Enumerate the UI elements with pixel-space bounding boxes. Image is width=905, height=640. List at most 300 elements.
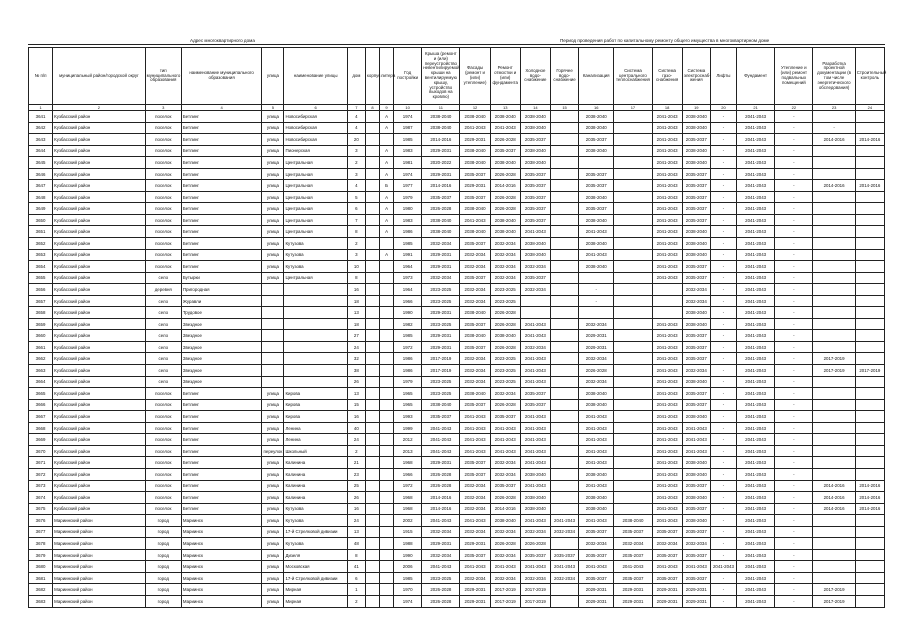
table-cell: 2029-2031: [422, 261, 460, 273]
table-cell: деревня: [145, 284, 181, 296]
table-cell: поселок: [145, 503, 181, 515]
table-cell: 2041-2043: [490, 422, 520, 434]
table-cell: село: [145, 318, 181, 330]
table-cell: Бетлинг: [181, 503, 261, 515]
table-cell: улица: [262, 399, 284, 411]
table-cell: 2035-2037: [422, 411, 460, 423]
table-cell: 2035-2037: [682, 134, 710, 146]
table-cell: Звездное: [181, 330, 261, 342]
table-cell: 2041-2043: [652, 318, 682, 330]
table-cell: поселок: [145, 111, 181, 123]
table-row: [29, 503, 885, 515]
table-cell: Кузбасский район: [53, 307, 146, 319]
table-cell: 2038-2040: [682, 157, 710, 169]
table-cell: -: [710, 399, 736, 411]
table-cell: Калинина: [284, 492, 347, 504]
table-cell: -: [775, 111, 813, 123]
table-cell: 3661: [29, 341, 53, 353]
column-number: 20: [710, 105, 736, 111]
table-cell: Бетлинг: [181, 191, 261, 203]
table-cell: 8: [347, 226, 365, 238]
table-cell: [855, 203, 884, 215]
table-cell: [614, 353, 652, 365]
table-cell: -: [710, 272, 736, 284]
table-cell: Кутузова: [284, 515, 347, 527]
table-cell: 2029-2031: [460, 538, 490, 550]
table-cell: Бетлинг: [181, 422, 261, 434]
column-header: № п/п: [29, 48, 53, 105]
table-cell: поселок: [145, 238, 181, 250]
table-cell: 2041-2043: [652, 399, 682, 411]
table-cell: -: [710, 411, 736, 423]
table-cell: Журавли: [181, 295, 261, 307]
table-cell: 1: [347, 584, 365, 596]
table-cell: 2035-2037: [520, 203, 550, 215]
table-cell: -: [775, 434, 813, 446]
table-cell: Кузбасский район: [53, 503, 146, 515]
table-cell: [614, 307, 652, 319]
table-cell: [380, 515, 394, 527]
table-cell: [365, 203, 379, 215]
table-cell: 2035-2037: [579, 168, 614, 180]
table-cell: 25: [347, 480, 365, 492]
table-cell: поселок: [145, 180, 181, 192]
table-cell: [855, 111, 884, 123]
table-cell: 2032-2034: [550, 572, 578, 584]
table-cell: Бетлинг: [181, 111, 261, 123]
table-cell: 2017-2019: [490, 584, 520, 596]
table-cell: 2038-2040: [682, 111, 710, 123]
table-cell: Кузбасский район: [53, 249, 146, 261]
table-cell: [855, 538, 884, 550]
table-cell: улица: [262, 180, 284, 192]
table-cell: [550, 157, 578, 169]
table-cell: [855, 191, 884, 203]
table-cell: 2035-2037: [460, 457, 490, 469]
table-cell: 2038-2040: [460, 330, 490, 342]
table-cell: 2041-2043: [737, 157, 775, 169]
table-cell: 2014-2016: [855, 503, 884, 515]
table-cell: -: [710, 214, 736, 226]
table-cell: 3664: [29, 376, 53, 388]
table-cell: 41: [347, 561, 365, 573]
table-cell: Бетлинг: [181, 203, 261, 215]
table-cell: 2014-2016: [490, 180, 520, 192]
table-cell: Кутузова: [284, 249, 347, 261]
table-cell: -: [710, 376, 736, 388]
table-cell: 2038-2040: [579, 399, 614, 411]
table-cell: [365, 284, 379, 296]
table-cell: 2026-2028: [490, 307, 520, 319]
table-cell: 2041-2043: [737, 538, 775, 550]
table-cell: 2029-2031: [422, 457, 460, 469]
table-cell: 2035-2037: [422, 191, 460, 203]
table-cell: улица: [262, 168, 284, 180]
top-rule: [28, 44, 885, 45]
table-cell: [813, 214, 855, 226]
column-number: 4: [181, 105, 261, 111]
table-cell: 2029-2031: [460, 180, 490, 192]
table-cell: село: [145, 365, 181, 377]
table-cell: Мариинск: [181, 572, 261, 584]
table-cell: улица: [262, 457, 284, 469]
table-cell: 2041-2043: [652, 503, 682, 515]
table-cell: [550, 134, 578, 146]
table-cell: 3682: [29, 584, 53, 596]
table-cell: село: [145, 341, 181, 353]
table-cell: [380, 457, 394, 469]
table-cell: 1979: [394, 376, 422, 388]
table-cell: 2029-2031: [614, 584, 652, 596]
table-cell: [614, 388, 652, 400]
table-cell: 2035-2037: [550, 549, 578, 561]
table-cell: [855, 318, 884, 330]
table-cell: 2041-2043: [737, 330, 775, 342]
table-cell: улица: [262, 238, 284, 250]
table-cell: Центральная: [284, 157, 347, 169]
table-cell: [380, 538, 394, 550]
table-cell: город: [145, 561, 181, 573]
table-cell: 18: [347, 295, 365, 307]
table-cell: [284, 295, 347, 307]
table-cell: [652, 295, 682, 307]
table-cell: [550, 249, 578, 261]
table-row: [29, 238, 885, 250]
table-cell: 2032-2034: [520, 341, 550, 353]
table-cell: 2038-2040: [579, 214, 614, 226]
table-cell: [614, 238, 652, 250]
table-cell: Мариинский район: [53, 572, 146, 584]
table-cell: [380, 330, 394, 342]
table-cell: [813, 191, 855, 203]
table-cell: 2014-2016: [813, 503, 855, 515]
table-cell: 1990: [394, 549, 422, 561]
table-cell: [855, 376, 884, 388]
table-cell: [550, 388, 578, 400]
table-cell: 2041-2043: [737, 399, 775, 411]
table-cell: 2035-2037: [490, 411, 520, 423]
table-cell: 2041-2043: [737, 295, 775, 307]
table-cell: 2041-2043: [682, 561, 710, 573]
table-cell: Кузбасский район: [53, 492, 146, 504]
table-row: [29, 526, 885, 538]
table-cell: [550, 365, 578, 377]
table-cell: -: [775, 365, 813, 377]
table-cell: Кузбасский район: [53, 468, 146, 480]
table-cell: 2023-2025: [422, 295, 460, 307]
table-cell: 2041-2043: [737, 249, 775, 261]
table-cell: -: [710, 157, 736, 169]
table-cell: [365, 307, 379, 319]
table-cell: 2038-2040: [682, 249, 710, 261]
table-cell: [365, 457, 379, 469]
table-cell: 2041-2043: [737, 572, 775, 584]
table-cell: Кузбасский район: [53, 445, 146, 457]
table-cell: [550, 376, 578, 388]
table-cell: 3649: [29, 203, 53, 215]
table-cell: 2032-2034: [422, 238, 460, 250]
table-cell: Кузбасский район: [53, 295, 146, 307]
table-cell: 2041-2043: [520, 422, 550, 434]
table-cell: улица: [262, 203, 284, 215]
table-cell: 2: [347, 445, 365, 457]
table-cell: 2026-2028: [490, 191, 520, 203]
table-cell: улица: [262, 538, 284, 550]
table-cell: [365, 572, 379, 584]
table-cell: 2032-2034: [460, 295, 490, 307]
table-cell: 3668: [29, 422, 53, 434]
table-cell: [813, 561, 855, 573]
table-cell: -: [775, 515, 813, 527]
table-cell: улица: [262, 272, 284, 284]
table-cell: 2032-2034: [460, 572, 490, 584]
table-cell: [365, 526, 379, 538]
table-cell: 2041-2043: [579, 561, 614, 573]
table-cell: 3646: [29, 168, 53, 180]
table-cell: [614, 191, 652, 203]
table-cell: [365, 341, 379, 353]
table-cell: А: [380, 249, 394, 261]
table-cell: [550, 411, 578, 423]
table-cell: -: [710, 584, 736, 596]
table-cell: 1985: [394, 134, 422, 146]
table-cell: [813, 318, 855, 330]
column-header: Фасады (ремонт и (или) утепление): [460, 48, 490, 105]
table-cell: Пригородная: [181, 284, 261, 296]
table-cell: 2038-2040: [520, 468, 550, 480]
table-cell: Бетлинг: [181, 434, 261, 446]
column-header: Ремонт отмостки и (или) фундамента: [490, 48, 520, 105]
table-cell: -: [775, 584, 813, 596]
table-cell: -: [775, 191, 813, 203]
table-cell: [855, 307, 884, 319]
table-cell: -: [775, 249, 813, 261]
table-cell: 2041-2043: [737, 561, 775, 573]
table-cell: 2041-2043: [737, 388, 775, 400]
table-cell: 2041-2043: [737, 191, 775, 203]
column-header: тип муниципального образования: [145, 48, 181, 105]
table-cell: Звездное: [181, 318, 261, 330]
table-cell: 2032-2034: [460, 249, 490, 261]
table-cell: поселок: [145, 445, 181, 457]
table-cell: 3647: [29, 180, 53, 192]
table-cell: [813, 295, 855, 307]
table-cell: Центральная: [284, 214, 347, 226]
table-cell: А: [380, 111, 394, 123]
table-cell: -: [710, 191, 736, 203]
table-cell: [813, 434, 855, 446]
table-cell: 1915: [394, 526, 422, 538]
table-cell: -: [710, 261, 736, 273]
table-cell: 26: [347, 492, 365, 504]
table-cell: [813, 411, 855, 423]
table-cell: 2029-2031: [682, 595, 710, 607]
table-cell: 1968: [394, 457, 422, 469]
table-cell: [855, 226, 884, 238]
table-cell: 2035-2037: [460, 168, 490, 180]
table-cell: 2017-2019: [813, 365, 855, 377]
table-cell: 2041-2043: [737, 492, 775, 504]
table-cell: 3665: [29, 388, 53, 400]
table-cell: 1974: [394, 168, 422, 180]
table-cell: [855, 388, 884, 400]
table-cell: [365, 226, 379, 238]
table-cell: 2041-2043: [614, 561, 652, 573]
table-cell: [550, 122, 578, 134]
table-cell: 2041-2043: [520, 434, 550, 446]
table-cell: село: [145, 353, 181, 365]
table-row: [29, 480, 885, 492]
table-cell: 2041-2043: [520, 445, 550, 457]
table-cell: улица: [262, 584, 284, 596]
table-cell: 2032-2034: [520, 572, 550, 584]
address-group-heading: Адрес многоквартирного дома: [190, 38, 255, 43]
table-cell: А: [380, 191, 394, 203]
table-row: [29, 111, 885, 123]
table-cell: 2041-2043: [737, 122, 775, 134]
table-cell: 2032-2034: [460, 365, 490, 377]
table-cell: Бутырки: [181, 272, 261, 284]
table-cell: [365, 238, 379, 250]
table-cell: 2041-2043: [652, 134, 682, 146]
table-cell: 2035-2037: [460, 468, 490, 480]
table-cell: поселок: [145, 191, 181, 203]
table-cell: Звездное: [181, 341, 261, 353]
table-cell: 24: [347, 341, 365, 353]
table-cell: Бетлинг: [181, 145, 261, 157]
table-cell: Бетлинг: [181, 492, 261, 504]
table-cell: 2041-2043: [652, 226, 682, 238]
table-cell: Кузбасский район: [53, 353, 146, 365]
table-cell: 2041-2043: [652, 434, 682, 446]
table-cell: 32: [347, 353, 365, 365]
table-row: [29, 468, 885, 480]
table-cell: 2041-2043: [737, 203, 775, 215]
table-cell: [855, 561, 884, 573]
table-cell: [579, 272, 614, 284]
table-cell: 2038-2040: [490, 157, 520, 169]
table-cell: [380, 434, 394, 446]
table-cell: [380, 261, 394, 273]
table-cell: 1982: [394, 318, 422, 330]
table-cell: 2038-2040: [520, 492, 550, 504]
table-cell: 2041-2043: [652, 272, 682, 284]
table-cell: 2038-2040: [422, 226, 460, 238]
table-cell: 2041-2043: [490, 434, 520, 446]
table-cell: [262, 330, 284, 342]
column-number: 7: [347, 105, 365, 111]
table-cell: -: [775, 492, 813, 504]
table-cell: 2032-2034: [520, 261, 550, 273]
table-cell: 2041-2043: [579, 411, 614, 423]
table-cell: 2017-2019: [422, 365, 460, 377]
table-cell: Калинина: [284, 468, 347, 480]
table-cell: 2035-2037: [682, 353, 710, 365]
table-cell: -: [775, 353, 813, 365]
table-cell: -: [775, 399, 813, 411]
table-cell: Центральная: [284, 203, 347, 215]
table-cell: -: [710, 226, 736, 238]
table-cell: 2041-2043: [652, 249, 682, 261]
table-cell: 2023-2025: [422, 284, 460, 296]
table-cell: 2032-2034: [682, 365, 710, 377]
table-cell: 2035-2037: [520, 180, 550, 192]
table-cell: 2023-2025: [490, 295, 520, 307]
table-cell: Кузбасский район: [53, 272, 146, 284]
table-cell: 2041-2043: [737, 145, 775, 157]
table-cell: Кузбасский район: [53, 365, 146, 377]
table-cell: 2038-2040: [682, 122, 710, 134]
table-cell: 2041-2043: [652, 445, 682, 457]
table-cell: [380, 503, 394, 515]
table-cell: 2041-2043: [737, 376, 775, 388]
table-cell: улица: [262, 191, 284, 203]
table-cell: улица: [262, 122, 284, 134]
table-cell: 2026-2028: [422, 203, 460, 215]
table-cell: -: [775, 214, 813, 226]
table-cell: 3681: [29, 572, 53, 584]
table-cell: [855, 238, 884, 250]
table-cell: -: [775, 422, 813, 434]
table-cell: 2002: [394, 515, 422, 527]
table-cell: [262, 376, 284, 388]
table-cell: улица: [262, 249, 284, 261]
column-header: Год постройки: [394, 48, 422, 105]
table-cell: 3670: [29, 445, 53, 457]
table-cell: 2035-2037: [520, 134, 550, 146]
table-cell: -: [710, 422, 736, 434]
table-cell: [550, 445, 578, 457]
table-cell: 1972: [394, 341, 422, 353]
table-cell: Школьный: [284, 445, 347, 457]
table-cell: 2041-2043: [737, 318, 775, 330]
table-cell: Новосибирская: [284, 122, 347, 134]
table-cell: 2023-2025: [422, 376, 460, 388]
table-cell: -: [775, 307, 813, 319]
table-cell: 2035-2037: [682, 549, 710, 561]
table-cell: Бетлинг: [181, 122, 261, 134]
table-cell: [284, 318, 347, 330]
table-cell: [550, 584, 578, 596]
table-cell: [813, 226, 855, 238]
table-cell: -: [775, 272, 813, 284]
table-cell: 1977: [394, 180, 422, 192]
table-cell: 2017-2019: [813, 353, 855, 365]
table-cell: 2038-2040: [579, 468, 614, 480]
column-header-row: [29, 48, 885, 105]
table-cell: 2041-2043: [737, 168, 775, 180]
table-cell: 2041-2043: [520, 457, 550, 469]
table-cell: 2029-2031: [422, 145, 460, 157]
table-cell: 16: [347, 503, 365, 515]
table-cell: Кутузова: [284, 503, 347, 515]
table-cell: 2035-2037: [520, 168, 550, 180]
table-cell: Мариинск: [181, 561, 261, 573]
column-number: 1: [29, 105, 53, 111]
table-cell: [365, 249, 379, 261]
table-cell: -: [710, 538, 736, 550]
table-cell: 2035-2037: [614, 526, 652, 538]
table-cell: 3643: [29, 134, 53, 146]
table-cell: А: [380, 203, 394, 215]
table-cell: 2023-2025: [422, 388, 460, 400]
table-cell: [614, 249, 652, 261]
table-cell: 3675: [29, 503, 53, 515]
table-cell: 1985: [394, 330, 422, 342]
table-cell: [813, 330, 855, 342]
table-cell: Кузбасский район: [53, 411, 146, 423]
table-cell: [614, 145, 652, 157]
